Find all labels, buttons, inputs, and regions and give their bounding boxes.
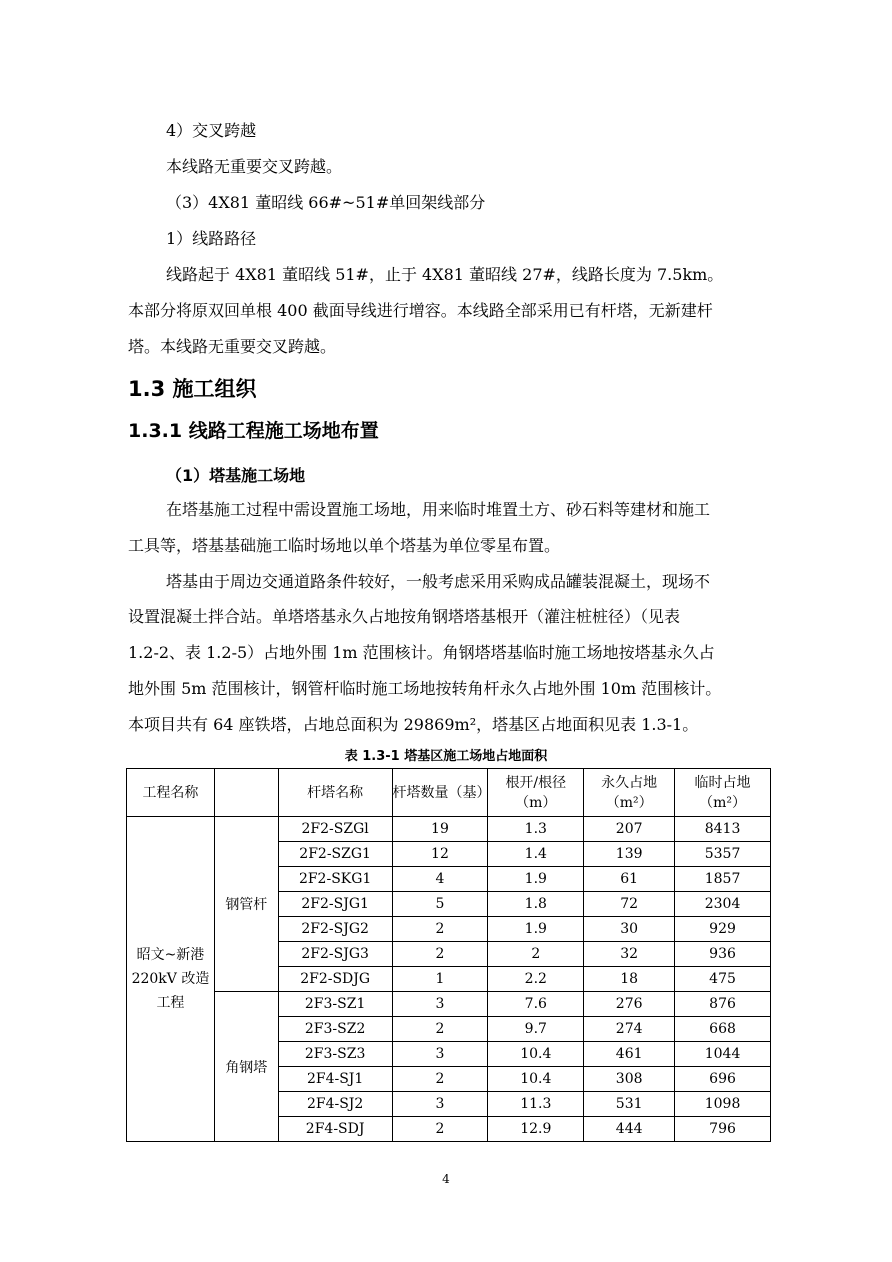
cell-name: 2F2-SKG1 <box>278 867 392 892</box>
body-line-5: 1.2-2、表 1.2-5）占地外围 1m 范围核计。角钢塔塔基临时施工场地按塔基永久占 <box>128 643 715 662</box>
cell-count: 12 <box>392 842 488 867</box>
cell-name: 2F3-SZ1 <box>278 992 392 1017</box>
cell-temp: 8413 <box>675 817 771 842</box>
heading-tower-site: （1）塔基施工场地 <box>166 466 306 485</box>
cell-name: 2F2-SZG1 <box>278 842 392 867</box>
paragraph-route-desc-3: 塔。本线路无重要交叉跨越。 <box>128 337 337 356</box>
body-line-7: 本项目共有 64 座铁塔，占地总面积为 29869m²，塔基区占地面积见表 1.3-1。 <box>128 715 699 734</box>
table-header-row <box>127 769 771 817</box>
cell-temp: 2304 <box>675 892 771 917</box>
cell-count: 3 <box>392 1092 488 1117</box>
cell-perm: 72 <box>584 892 675 917</box>
cell-perm: 207 <box>584 817 675 842</box>
cell-root: 1.8 <box>488 892 584 917</box>
paragraph-route-desc-2: 本部分将原双回单根 400 截面导线进行增容。本线路全部采用已有杆塔，无新建杆 <box>128 301 713 320</box>
cell-name: 2F2-SDJG <box>278 967 392 992</box>
cell-root: 1.4 <box>488 842 584 867</box>
cell-count: 4 <box>392 867 488 892</box>
cell-temp: 475 <box>675 967 771 992</box>
cell-temp: 796 <box>675 1117 771 1142</box>
header-category <box>214 769 278 817</box>
cell-name: 2F2-SJG2 <box>278 917 392 942</box>
cell-count: 5 <box>392 892 488 917</box>
cell-count: 2 <box>392 1017 488 1042</box>
cell-name: 2F4-SJ1 <box>278 1067 392 1092</box>
cell-name: 2F2-SJG3 <box>278 942 392 967</box>
header-tower-name: 杆塔名称 <box>278 769 392 817</box>
header-temporary-area: 临时占地（m²） <box>675 769 771 817</box>
cell-root: 1.9 <box>488 917 584 942</box>
table-row <box>127 992 771 1017</box>
cell-count: 3 <box>392 1042 488 1067</box>
cell-root: 1.9 <box>488 867 584 892</box>
cell-perm: 61 <box>584 867 675 892</box>
cell-perm: 461 <box>584 1042 675 1067</box>
cell-root: 12.9 <box>488 1117 584 1142</box>
table-row <box>127 817 771 842</box>
cell-perm: 32 <box>584 942 675 967</box>
cell-temp: 668 <box>675 1017 771 1042</box>
cell-temp: 1044 <box>675 1042 771 1067</box>
cell-count: 2 <box>392 1067 488 1092</box>
paragraph-route-heading: 1）线路路径 <box>166 229 257 248</box>
cell-name: 2F4-SDJ <box>278 1117 392 1142</box>
cell-perm: 444 <box>584 1117 675 1142</box>
header-project-name: 工程名称 <box>127 769 215 817</box>
header-root-diameter: 根开/根径（m） <box>488 769 584 817</box>
cell-count: 2 <box>392 1117 488 1142</box>
cell-temp: 696 <box>675 1067 771 1092</box>
cell-count: 2 <box>392 917 488 942</box>
cell-perm: 276 <box>584 992 675 1017</box>
heading-site-layout: 1.3.1 线路工程施工场地布置 <box>128 420 379 442</box>
cell-temp: 929 <box>675 917 771 942</box>
body-line-3: 塔基由于周边交通道路条件较好，一般考虑采用采购成品罐装混凝土，现场不 <box>166 572 711 591</box>
paragraph-route-desc-1: 线路起于 4X81 董昭线 51#，止于 4X81 董昭线 27#，线路长度为 7.5km。 <box>166 265 724 284</box>
paragraph-cross-crossing: 4）交叉跨越 <box>166 121 257 140</box>
cell-temp: 936 <box>675 942 771 967</box>
cell-name: 2F2-SJG1 <box>278 892 392 917</box>
paragraph-no-crossing: 本线路无重要交叉跨越。 <box>166 157 343 176</box>
cell-temp: 5357 <box>675 842 771 867</box>
cell-root: 10.4 <box>488 1042 584 1067</box>
heading-construction-organization: 1.3 施工组织 <box>128 377 257 401</box>
cell-group-angle-steel-tower: 角钢塔 <box>214 992 278 1142</box>
cell-temp: 1098 <box>675 1092 771 1117</box>
cell-perm: 18 <box>584 967 675 992</box>
cell-root: 1.3 <box>488 817 584 842</box>
body-line-4: 设置混凝土拌合站。单塔塔基永久占地按角钢塔塔基根开（灌注桩桩径）（见表 <box>128 607 681 626</box>
body-line-2: 工具等，塔基基础施工临时场地以单个塔基为单位零星布置。 <box>128 536 561 555</box>
cell-name: 2F3-SZ2 <box>278 1017 392 1042</box>
cell-name: 2F2-SZGl <box>278 817 392 842</box>
header-permanent-area: 永久占地（m²） <box>584 769 675 817</box>
table-caption: 表 1.3-1 塔基区施工场地占地面积 <box>344 749 548 764</box>
cell-root: 2 <box>488 942 584 967</box>
cell-perm: 274 <box>584 1017 675 1042</box>
cell-root: 2.2 <box>488 967 584 992</box>
cell-perm: 139 <box>584 842 675 867</box>
tower-area-table <box>126 768 771 1142</box>
page-number: 4 <box>442 1172 450 1186</box>
header-tower-count: 杆塔数量（基） <box>392 769 488 817</box>
cell-count: 1 <box>392 967 488 992</box>
cell-root: 7.6 <box>488 992 584 1017</box>
paragraph-section-3: （3）4X81 董昭线 66#~51#单回架线部分 <box>166 193 486 212</box>
cell-root: 9.7 <box>488 1017 584 1042</box>
cell-root: 11.3 <box>488 1092 584 1117</box>
body-line-6: 地外围 5m 范围核计，钢管杆临时施工场地按转角杆永久占地外围 10m 范围核计。 <box>128 679 722 698</box>
cell-perm: 531 <box>584 1092 675 1117</box>
cell-count: 3 <box>392 992 488 1017</box>
cell-count: 19 <box>392 817 488 842</box>
cell-project-name: 昭文~新港220kV 改造工程 <box>127 817 215 1142</box>
cell-perm: 308 <box>584 1067 675 1092</box>
cell-count: 2 <box>392 942 488 967</box>
cell-perm: 30 <box>584 917 675 942</box>
body-line-1: 在塔基施工过程中需设置施工场地，用来临时堆置土方、砂石料等建材和施工 <box>166 500 711 519</box>
cell-name: 2F3-SZ3 <box>278 1042 392 1067</box>
cell-temp: 876 <box>675 992 771 1017</box>
cell-group-steel-pipe-pole: 钢管杆 <box>214 817 278 992</box>
cell-temp: 1857 <box>675 867 771 892</box>
cell-root: 10.4 <box>488 1067 584 1092</box>
cell-name: 2F4-SJ2 <box>278 1092 392 1117</box>
